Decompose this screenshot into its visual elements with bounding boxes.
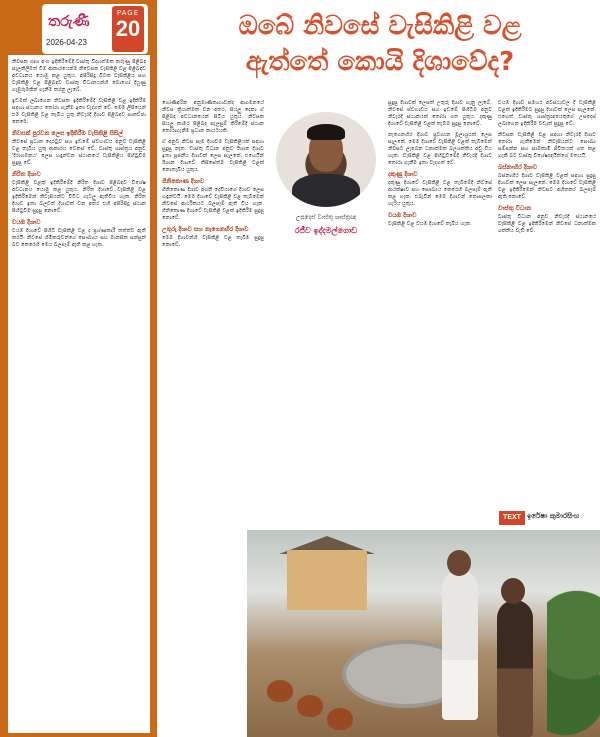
page-number: 20 <box>115 16 141 41</box>
text-credit-name: ඉරේෂා කුමාරසිංහ <box>527 512 580 520</box>
clay-pot <box>327 708 353 730</box>
subheading: වයඹ දිශාව <box>12 219 41 226</box>
page-number-badge <box>112 6 144 52</box>
text-credit <box>499 511 599 525</box>
clay-pot <box>297 695 323 717</box>
paragraph: දකුණු දිශාවේ වැසිකිළි වළ තැබීමේදී නිවසේ ආරක්ෂාව සහ සෞඛ්‍යය කෙරෙහි බලපෑම් ඇති කළ හැක. එබැවින් මෙම දිශාවන් නොසලකා හැරිය යුතුය. <box>388 180 492 207</box>
page-label: PAGE <box>116 9 140 17</box>
person-woman-head <box>501 578 525 604</box>
paragraph: නිවසක වැසිකිළි වළ සඳහා නිවැරදි දිශාව තෝරා ගැනීමෙන් නිවැසියන්ට සෞඛ්‍ය සම්පන්න සහ සාමකාමී ජීවිතයක් ගත කළ හැකි බව වාස්තු විශේෂඥයින්ගේ මතයයි. <box>498 132 596 159</box>
subheading: දකුණු දිශාව <box>388 171 418 178</box>
paragraph: නැගෙනහිර දිශාව ප්‍රවාහන මූලාශ්‍රයක් ලෙස සැලකේ. මෙම දිශාවේ වැසිකිළි වළක් තැබීමෙන් නිවසට ලැබෙන ධනාත්මක බලශක්තිය අඩු විය හැක. වැසිකිළි වළ පිහිටුවීමේදී නිවැරදි දිශාව තෝරා ගැනීම ඉතා වැදගත් වේ. <box>388 132 492 166</box>
plant <box>547 590 600 737</box>
paragraph: නිවසක ගෘහ අංග ඉදිකිරීමේදී වාස්තු විද්‍යාත්මක කරුණු පිළිබඳ සැලකිලිමත් වීම ආකාරයෙන්ම නිවෙසක වැසිකිළි වළ පිළිබඳව අවධානය යොමු කළ යුතුය. අපිරිසිදු බිටක වැසිකිළිය සහ වැසිකිළි වළ පිළිබඳව වාස්තු විධානයන්හි බොහෝ දියුණු ගැඹුරුමකින් ගැනීම කරනු ලැබේ. <box>12 59 146 93</box>
avatar-hair <box>307 124 345 140</box>
masthead <box>42 4 148 54</box>
subheading: වයඹ දිශාව <box>388 212 417 219</box>
masthead-title: තරුණී <box>48 12 90 30</box>
paragraph: වාස්තු විධාන අනුව නිවැරදි ස්ථානයේ වැසිකිළි වළ ඉදිකිරීමෙන් නිවසේ ධනාත්මක ශක්තිය වැඩි වේ. <box>498 214 596 234</box>
person-man-head <box>447 550 471 576</box>
paragraph: නිවසේ ප්‍රධාන දොරටුව සහ ඉඩමේ ස්වභාවය අනුව වැසිකිළි වළ තැබිය යුතු ආකාරය වෙනස් වේ. වාස්තු ශාස්ත්‍රය අනුව 'දිරාගමනය' ලෙස හඳුන්වන ස්ථානයේ වැසිකිළිය පිහිටුවීම සුදුසු වේ. <box>12 139 146 166</box>
left-sidebar <box>0 0 157 737</box>
column-1 <box>12 59 146 253</box>
paragraph: ඉඩමක් ලබාගෙන නිවසක ඉදිකිරීමේදී වැසිකිළි වළ ඉදිකිරීම සඳහා ස්ථානය තෝරා ගැනීම ඉතා වැදගත් වේ. මෙම ලිපියෙන් එම වැසිකිළි වළ තැබිය යුතු නිවැරදි දිශාව පිළිබඳව සාකච්ඡා කෙරේ. <box>12 98 146 125</box>
paragraph: වයඹ දිශාවේ පිහිටි වැසිකිළි වළ ද ප්‍රශ්ණකාරී තත්ත්ව ඇති කරයි. නිවසේ හිමිකරුවන්ගේ සෞඛ්‍යය සහ මානසික සන්සුන් බව කෙරෙහි මෙය බලපෑම් ඇති කළ හැක. <box>12 228 146 248</box>
clay-pot <box>267 680 293 702</box>
subheading: වාස්තු විධාන <box>498 205 532 212</box>
headline-line-2: ඇත්තේ කොයි දිශාවේද? <box>245 47 515 77</box>
avatar <box>276 112 376 207</box>
subheading: බස්නාහිර දිශාව <box>498 164 538 171</box>
subheading: උතුරු දිශාව සහ නැගෙනහිර දිශාව <box>162 226 249 233</box>
avatar-body <box>292 174 360 207</box>
paragraph: ඒ අනුව නිවස සෑම දිශාවම වැසිකිළියක් සඳහා සුදුසු නැත. වාස්තු විධාන අනුව ඊශාන දිශාව ඉතා පූජනීය දිශාවක් ලෙස සැලකේ. එහෙයින් ඊශාන දිශාවේ කිසිසේත්ම වැසිකිළි වළක් නොතැබිය යුතුය. <box>162 139 264 173</box>
column-3 <box>388 100 492 232</box>
paragraph: සුදුසු දිශාවක් ලෙසත් උතුරු දිශාව ගැනු ලැබේ. නිවසේ ස්වභාවය සහ ඉඩමේ පිහිටීම අනුව නිවැරදි ස්ථානයක් තෝරා ගත යුතුය. දකුණු දිශාවේ වැසිකිළි වළක් තැබීම සුදුසු නොවේ. <box>388 100 492 127</box>
person-woman <box>497 600 533 737</box>
author-role: උපදෙස් වාස්තු ශාස්ත්‍රඥ <box>295 214 357 221</box>
paragraph: වැසිකිළි වළ වයඹ දිශාවේ තැබිය හැක. <box>388 221 472 227</box>
paragraph: වයඹ දිශාව සමහර අවස්ථාවල දී වැසිකිළි වළක් ඉදිකිරීමට සුදුසු දිශාවක් ලෙස සැලකේ. එහෙත් වාස්තු ශාස්ත්‍රඥයෙකුගේ උපදෙස් ලබාගෙන ඉදිකිරීම වඩාත් සුදුසු වේ. <box>498 100 596 127</box>
column-4 <box>498 100 596 239</box>
house <box>287 550 367 610</box>
subheading: නිවසක් පුරවන ලෙස ඉදිකිරීම වැසිකිළි සිසිල් <box>12 130 123 137</box>
column-2 <box>162 100 264 253</box>
subheading: ගිනිකොණ දිශාව <box>162 178 205 185</box>
author-card <box>270 112 382 292</box>
paragraph: මෙම දිශාවන්හි වැසිකිළි වළ තැබීම සුදුසු නොවේ. <box>162 235 264 248</box>
author-name: රජීව ඉද්දමල්ගොඩ <box>294 226 358 235</box>
issue-date: 2026-04-23 <box>46 38 87 47</box>
left-text-column <box>8 55 150 733</box>
subheading: නිරිත දිශාව <box>12 171 41 178</box>
person-man <box>442 570 478 720</box>
paragraph: වැසිකිළි වළක් ඉදිකිරීමේදී නිරිත දිශාව පිළිබඳව විශේෂ අවධානය යොමු කළ යුතුය. නිරිත දිශාවේ වැසිකිළි වළ ඉදිකිරීමෙන් නිවැසියන්ට විවිධ ගැටලු ඇතිවිය හැක. නිරිත දිශාව ඉතා බලවත් දිශාවක් වන අතර එහි අපිරිසිදු ස්ථාන පිහිටුවීම සුදුසු නොවේ. <box>12 180 146 214</box>
paragraph: බස්නාහිර දිශාව වැසිකිළි වළක් සඳහා සුදුසු දිශාවක් ලෙස සැලකේ. මෙම දිශාවේ වැසිකිළි වළ ඉදිකිරීමෙන් නිවසට අහිතකර බලපෑම් ඇති නොවේ. <box>498 173 596 200</box>
headline-line-1: ඔබේ නිවසේ වැසිකිළි වළ <box>238 11 522 41</box>
paragraph: ගෝණිඅරින අනුමාණිකාගාවක්ද ආගමනයේ නිවස ක්‍රියාත්මක වන අතර, සියලු දෙනා ඒ පිළිබඳ අවධානයෙන් සිටිය යුතුය. නිවසක සියලු කාමර පිළිබඳ සැලසුම් කිරීමේදී ස්ථාන තෝරාගැනීම ප්‍රධාන කාර්යයකි. <box>162 100 264 134</box>
text-credit-tag: TEXT <box>499 511 525 525</box>
article-headline <box>170 8 590 80</box>
article-photo <box>247 530 600 737</box>
paragraph: ගිනිකොණ දිශාව අග්නි දේවියාගේ දිශාව ලෙස හඳුන්වයි. මෙම දිශාවේ වැසිකිළි වළ තැබීමෙන් නිවසේ ආර්ථිකයට බලපෑම් ඇති විය හැක. ගිනිකොණ දිශාවේ වැසිකිළි වළක් ඉදිකිරීම සුදුසු නොවේ. <box>162 187 264 221</box>
